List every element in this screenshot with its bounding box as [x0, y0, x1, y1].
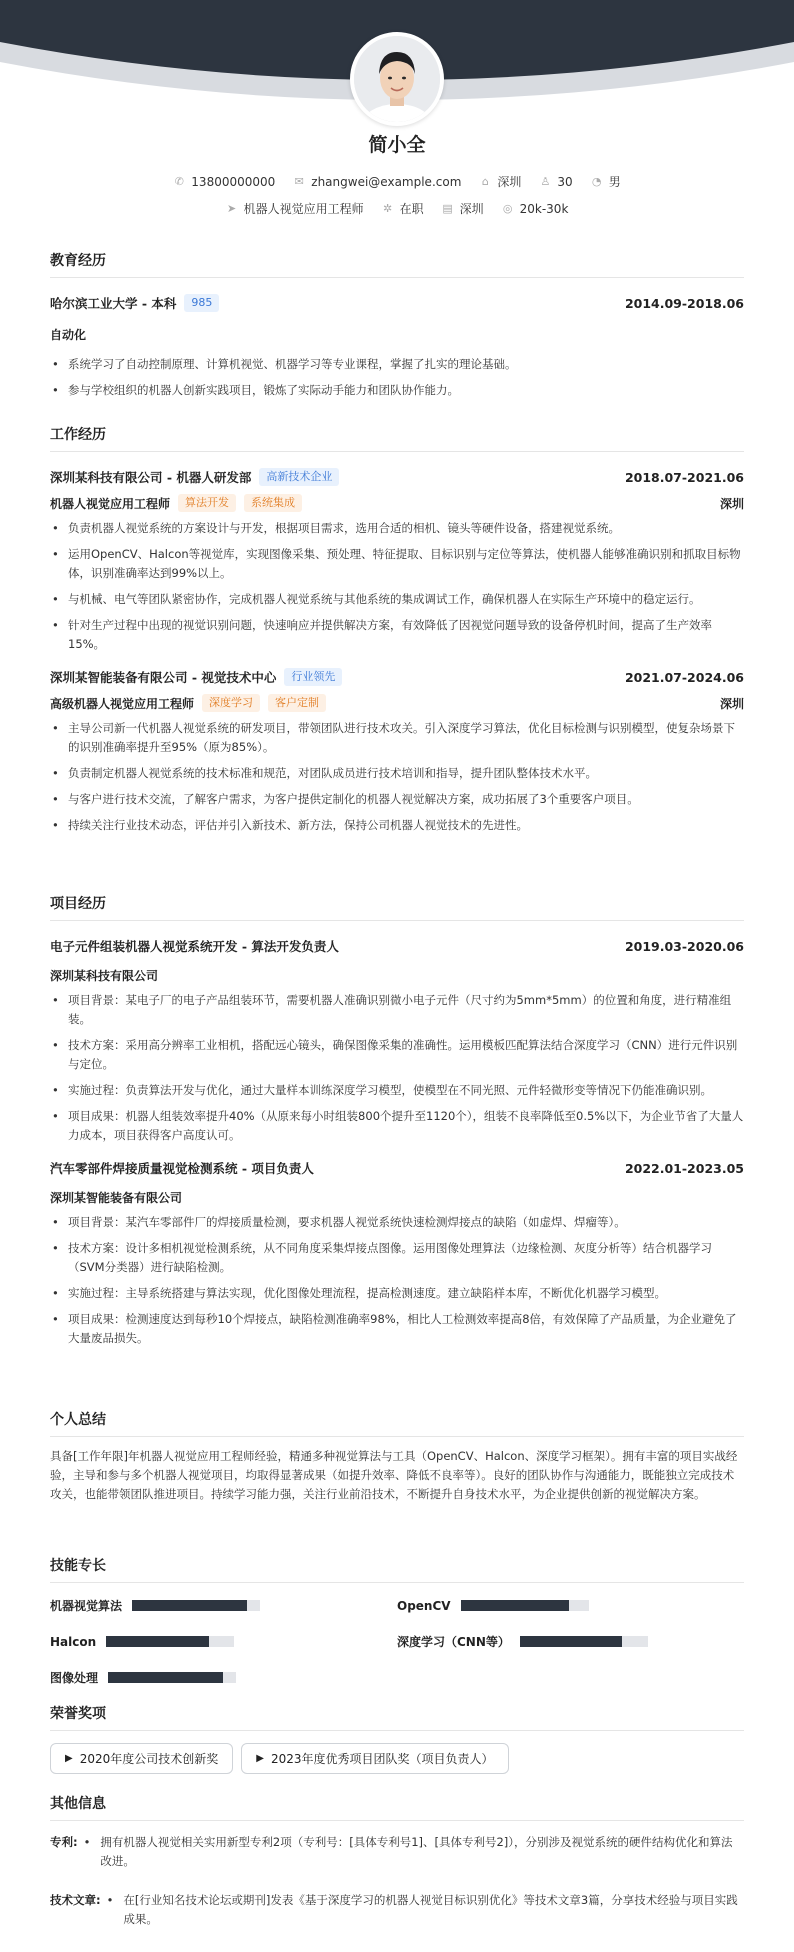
articles-text: 在[行业知名技术论坛或期刊]发表《基于深度学习的机器人视觉目标识别优化》等技术文章3篇，分享技术经验与项目实践成果。 — [123, 1893, 738, 1926]
job-2-role-row — [50, 694, 744, 712]
other-section — [50, 1793, 744, 1929]
job-intent-row — [0, 200, 794, 217]
email-item — [293, 175, 461, 189]
job-1-header — [50, 468, 744, 486]
contact-row — [0, 173, 794, 190]
list-item: • 参与学校组织的机器人创新实践项目，锻炼了实际动手能力和团队协作能力。 — [50, 381, 744, 400]
education-bullets — [50, 355, 744, 400]
awards-section — [50, 1703, 744, 1774]
job-1-period: 2018.07-2021.06 — [624, 469, 744, 485]
job-1-company: 深圳某科技有限公司 - 机器人研发部 — [50, 470, 252, 485]
phone-icon: ✆ — [174, 175, 184, 188]
award-text: 2023年度优秀项目团队奖（项目负责人） — [270, 1752, 494, 1766]
patent-row — [50, 1833, 744, 1871]
gender-icon: ◔ — [591, 175, 602, 188]
candidate-name: 简小全 — [368, 134, 426, 156]
position-text: 机器人视觉应用工程师 — [243, 202, 364, 216]
skill-name: Halcon — [50, 1634, 97, 1649]
skill-name: 深度学习（CNN等） — [397, 1635, 510, 1649]
summary-text: 具备[工作年限]年机器人视觉应用工程师经验，精通多种视觉算法与工具（OpenCV、Halcon、深度学习框架）。拥有丰富的项目实战经验，主导和参与多个机器人视觉项目，均取得显著成果（如提升效率、降低不良率等）。良好的团队协作与沟通能力，既能独立完成技术攻关，也能带领团队推进项目。持续学习能力强，关注行业前沿技术，不断提升自身技术水平，为企业提供创新的视觉解决方案。 — [50, 1449, 738, 1501]
awards-list — [50, 1743, 744, 1774]
projects-section — [50, 893, 744, 1355]
project-2-company: 深圳某智能装备有限公司 — [50, 1191, 183, 1205]
skill-bar-fill — [108, 1672, 223, 1683]
job-2-location: 深圳 — [719, 696, 744, 711]
job-2-header — [50, 668, 744, 686]
triangle-icon: ▶ — [65, 1753, 73, 1764]
list-item: • 技术方案：设计多相机视觉检测系统，从不同角度采集焊接点图像。运用图像处理算法（边缘检测、灰度分析等）结合机器学习（SVM分类器）进行缺陷检测。 — [50, 1239, 744, 1277]
salary-text: 20k-30k — [519, 201, 569, 216]
skill-name: 图像处理 — [50, 1671, 99, 1685]
major-name: 自动化 — [50, 328, 87, 342]
patent-text: 拥有机器人视觉相关实用新型专利2项（专利号：[具体专利号1]、[具体专利号2]），分别涉及视觉系统的硬件结构优化和算法改进。 — [100, 1835, 733, 1868]
project-2-header — [50, 1159, 744, 1177]
target-city-text: 深圳 — [459, 202, 484, 216]
job-1-role-row — [50, 494, 744, 512]
list-item: • 负责制定机器人视觉系统的技术标准和规范，对团队成员进行技术培训和指导，提升团队整体技术水平。 — [50, 764, 744, 783]
skill-item — [397, 1633, 744, 1650]
skill-item — [397, 1597, 744, 1614]
list-item: • 项目背景：某汽车零部件厂的焊接质量检测，要求机器人视觉系统快速检测焊接点的缺陷（如虚焊、焊瘤等）。 — [50, 1213, 744, 1232]
awards-title: 荣誉奖项 — [50, 1703, 744, 1731]
education-title: 教育经历 — [50, 250, 744, 278]
work-section — [50, 424, 744, 842]
status-text: 在职 — [399, 202, 424, 216]
job-2-period: 2021.07-2024.06 — [624, 669, 744, 685]
list-item: • 系统学习了自动控制原理、计算机视觉、机器学习等专业课程，掌握了扎实的理论基础。 — [50, 355, 744, 374]
list-item: • 针对生产过程中出现的视觉识别问题，快速响应并提供解决方案，有效降低了因视觉问题导致的设备停机时间，提高了生产效率15%。 — [50, 616, 744, 654]
project-1-name: 电子元件组装机器人视觉系统开发 - 算法开发负责人 — [50, 939, 339, 954]
home-icon: ⌂ — [481, 175, 489, 188]
project-1-company-row — [50, 967, 744, 984]
work-title: 工作经历 — [50, 424, 744, 452]
skill-bar — [108, 1672, 236, 1683]
list-item: • 运用OpenCV、Halcon等视觉库，实现图像采集、预处理、特征提取、目标识别与定位等算法，使机器人能够准确识别和抓取目标物体，识别准确率达到99%以上。 — [50, 545, 744, 583]
job-1-role-tag: 算法开发 — [178, 494, 236, 512]
skill-item — [50, 1597, 397, 1614]
triangle-icon: ▶ — [256, 1753, 264, 1764]
skills-grid — [50, 1597, 744, 1686]
salary-item — [502, 202, 569, 216]
award-chip — [241, 1743, 508, 1774]
skill-bar-fill — [106, 1636, 208, 1647]
list-item: • 与机械、电气等团队紧密协作，完成机器人视觉系统与其他系统的集成调试工作，确保机器人在实际生产环境中的稳定运行。 — [50, 590, 744, 609]
mail-icon: ✉ — [294, 175, 304, 188]
age-icon: ♙ — [540, 175, 551, 188]
skill-bar — [106, 1636, 234, 1647]
education-period: 2014.09-2018.06 — [624, 295, 744, 311]
target-city-item — [442, 200, 484, 217]
skills-title: 技能专长 — [50, 1555, 744, 1583]
other-title: 其他信息 — [50, 1793, 744, 1821]
age-text: 30 — [557, 174, 573, 189]
list-item: • 实施过程：主导系统搭建与算法实现，优化图像处理流程，提高检测速度。建立缺陷样本库，不断优化机器学习模型。 — [50, 1284, 744, 1303]
list-item: • 实施过程：负责算法开发与优化，通过大量样本训练深度学习模型，使模型在不同光照、元件轻微形变等情况下仍能准确识别。 — [50, 1081, 744, 1100]
phone-item — [173, 175, 275, 189]
list-item: • 项目成果：机器人组装效率提升40%（从原来每小时组装800个提升至1120个），组装不良率降低至0.5%以下，为企业节省了大量人力成本，项目获得客户高度认可。 — [50, 1107, 744, 1145]
age-item — [539, 175, 572, 189]
award-text: 2020年度公司技术创新奖 — [79, 1752, 219, 1766]
city-text: 深圳 — [497, 175, 522, 189]
list-item: • 主导公司新一代机器人视觉系统的研发项目，带领团队进行技术攻关。引入深度学习算法，优化目标检测与识别模型，使复杂场景下的识别准确率提升至95%（原为85%）。 — [50, 719, 744, 757]
job-2-company-tag: 行业领先 — [284, 668, 342, 686]
status-item — [382, 200, 424, 217]
job-2-company: 深圳某智能装备有限公司 - 视觉技术中心 — [50, 670, 277, 685]
list-item: • 持续关注行业技术动态，评估并引入新技术、新方法，保持公司机器人视觉技术的先进性。 — [50, 816, 744, 835]
skill-item — [50, 1669, 397, 1686]
job-1-role: 机器人视觉应用工程师 — [50, 496, 171, 511]
job-1-company-tag: 高新技术企业 — [259, 468, 339, 486]
articles-row — [50, 1891, 744, 1929]
project-2-company-row — [50, 1189, 744, 1206]
patent-label: 专利: — [50, 1835, 78, 1849]
coin-icon: ◎ — [502, 202, 513, 215]
major-row — [50, 326, 744, 343]
project-1-period: 2019.03-2020.06 — [624, 938, 744, 954]
phone-text: 13800000000 — [191, 174, 276, 189]
skill-bar — [132, 1600, 260, 1611]
email-text: zhangwei@example.com — [311, 174, 462, 189]
gender-text: 男 — [608, 175, 621, 189]
award-chip — [50, 1743, 233, 1774]
skill-name: 机器视觉算法 — [50, 1599, 123, 1613]
school-tag: 985 — [184, 294, 219, 312]
project-1-header — [50, 937, 744, 955]
avatar — [350, 32, 444, 126]
skills-section — [50, 1555, 744, 1686]
project-1-bullets — [50, 991, 744, 1145]
list-item: • 项目背景：某电子厂的电子产品组装环节，需要机器人准确识别微小电子元件（尺寸约为5mm*5mm）的位置和角度，进行精准组装。 — [50, 991, 744, 1029]
job-1-location: 深圳 — [719, 496, 744, 511]
list-item: • 项目成果：检测速度达到每秒10个焊接点，缺陷检测准确率98%，相比人工检测效率提高8倍，有效保障了产品质量，为企业避免了大量废品损失。 — [50, 1310, 744, 1348]
bullet-dot: • — [106, 1893, 114, 1907]
job-2-role-tag: 深度学习 — [202, 694, 260, 712]
articles-label: 技术文章: — [50, 1893, 101, 1907]
skill-item — [50, 1633, 397, 1650]
list-item: • 负责机器人视觉系统的方案设计与开发，根据项目需求，选用合适的相机、镜头等硬件设备，搭建视觉系统。 — [50, 519, 744, 538]
list-item: • 与客户进行技术交流，了解客户需求，为客户提供定制化的机器人视觉解决方案，成功拓展了3个重要客户项目。 — [50, 790, 744, 809]
send-icon: ➤ — [226, 202, 237, 215]
position-item — [226, 200, 364, 217]
project-2-bullets — [50, 1213, 744, 1348]
summary-title: 个人总结 — [50, 1409, 744, 1437]
list-item: • 技术方案：采用高分辨率工业相机，搭配远心镜头，确保图像采集的准确性。运用模板匹配算法结合深度学习（CNN）进行元件识别与定位。 — [50, 1036, 744, 1074]
education-header — [50, 294, 744, 312]
summary-section — [50, 1409, 744, 1504]
job-2-role-tag: 客户定制 — [268, 694, 326, 712]
job-2-bullets — [50, 719, 744, 835]
skill-bar-fill — [132, 1600, 247, 1611]
project-1-company: 深圳某科技有限公司 — [50, 969, 159, 983]
bullet-dot: • — [83, 1835, 91, 1849]
project-2-period: 2022.01-2023.05 — [624, 1160, 744, 1176]
school-name: 哈尔滨工业大学 - 本科 — [50, 296, 177, 311]
projects-title: 项目经历 — [50, 893, 744, 921]
building-icon: ▤ — [442, 202, 453, 215]
skill-bar-fill — [520, 1636, 622, 1647]
job-2-role: 高级机器人视觉应用工程师 — [50, 696, 195, 711]
gear-icon: ✲ — [382, 202, 393, 215]
education-section — [50, 250, 744, 407]
job-1-role-tag: 系统集成 — [244, 494, 302, 512]
gender-item — [591, 173, 621, 190]
skill-bar — [461, 1600, 589, 1611]
skill-name: OpenCV — [397, 1598, 451, 1613]
project-2-name: 汽车零部件焊接质量视觉检测系统 - 项目负责人 — [50, 1161, 314, 1176]
job-1-bullets — [50, 519, 744, 654]
city-item — [479, 173, 521, 190]
skill-bar-fill — [461, 1600, 570, 1611]
skill-bar — [520, 1636, 648, 1647]
